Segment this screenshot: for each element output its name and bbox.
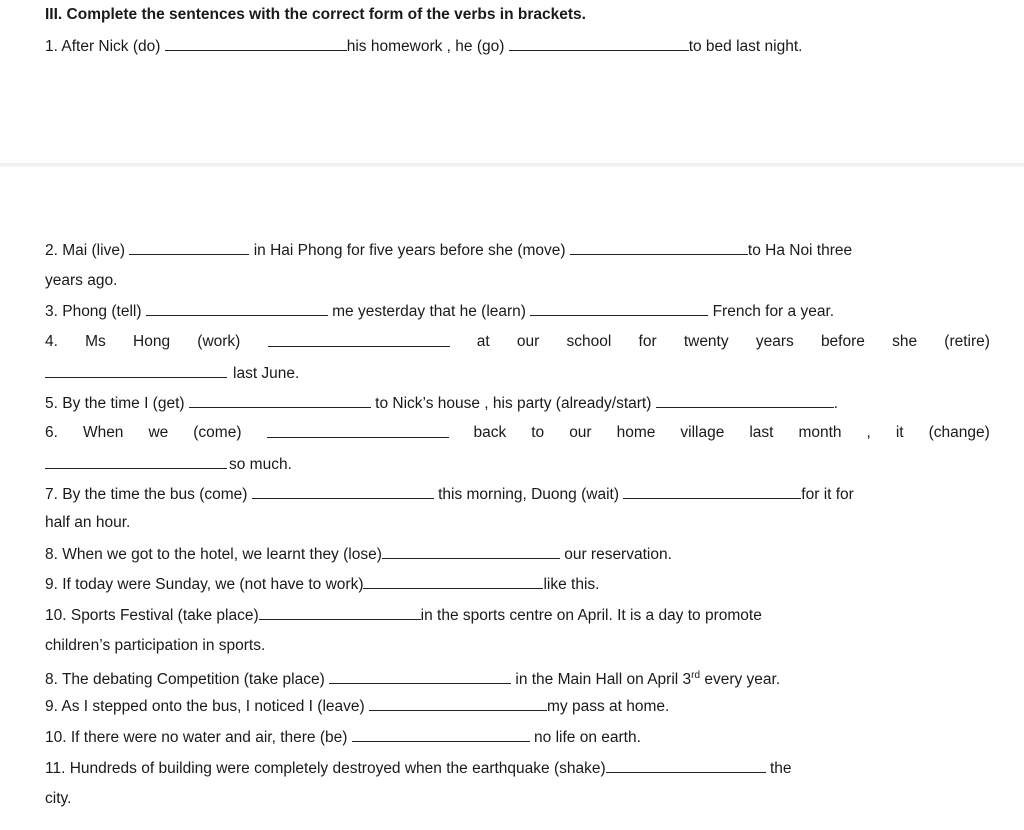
- q10b-text-b: no life on earth.: [529, 729, 641, 746]
- answer-blank[interactable]: [509, 36, 689, 51]
- answer-blank[interactable]: [369, 696, 547, 711]
- answer-blank[interactable]: [530, 301, 708, 316]
- answer-blank[interactable]: [45, 363, 227, 378]
- q4-word: she: [892, 333, 918, 350]
- q4-word: (work): [197, 333, 241, 350]
- q5-text-a: 5. By the time I (get): [45, 395, 189, 412]
- answer-blank[interactable]: [656, 393, 834, 408]
- answer-blank[interactable]: [606, 758, 766, 773]
- answer-blank[interactable]: [329, 669, 511, 684]
- q6-word: (come): [193, 424, 242, 441]
- q9b-text-b: my pass at home.: [546, 698, 670, 715]
- question-9b: [45, 696, 990, 717]
- q6-word: we: [148, 424, 169, 441]
- q2-text-c: to Ha Noi three: [747, 242, 853, 259]
- answer-blank[interactable]: [267, 423, 449, 438]
- question-5: [45, 393, 990, 414]
- q2-text-a: 2. Mai (live): [45, 242, 130, 259]
- q4-word: 4.: [45, 333, 58, 350]
- q4-end: last June.: [233, 365, 300, 382]
- q3-text-b: me yesterday that he (learn): [327, 303, 531, 320]
- q6-word: last: [749, 424, 774, 441]
- q5-text-c: .: [833, 395, 839, 412]
- q8b-text-a: 8. The debating Competition (take place): [45, 671, 330, 689]
- answer-blank[interactable]: [363, 574, 543, 589]
- q6-word: (change): [928, 424, 990, 441]
- q6-word: 6.: [45, 424, 58, 441]
- q4-word: (retire): [944, 333, 990, 350]
- q6-word: home: [616, 424, 656, 441]
- question-2: [45, 240, 990, 261]
- q11-text-b: the: [765, 760, 792, 777]
- q6-word: it: [895, 424, 904, 441]
- answer-blank[interactable]: [165, 36, 347, 51]
- question-8a: [45, 544, 990, 565]
- q8b-text-c: every year.: [700, 671, 781, 689]
- exercise-heading: III. Complete the sentences with the correct form of the verbs in brackets.: [45, 6, 586, 23]
- q4-word: our: [516, 333, 540, 350]
- question-10b: [45, 727, 990, 748]
- q10a-continuation: children’s participation in sports.: [45, 637, 266, 654]
- q6-word: ,: [866, 424, 871, 441]
- q6-continuation: [45, 454, 990, 475]
- q4-word: years: [755, 333, 794, 350]
- q11-text-a: 11. Hundreds of building were completely destroyed when the earthquake (shake): [45, 760, 606, 777]
- answer-blank[interactable]: [146, 301, 328, 316]
- q4-word: school: [566, 333, 612, 350]
- q6-end: so much.: [229, 456, 292, 473]
- q6-word: village: [680, 424, 725, 441]
- q9b-text-a: 9. As I stepped onto the bus, I noticed I (leave): [45, 698, 369, 715]
- question-7: [45, 484, 990, 505]
- q9a-text-a: 9. If today were Sunday, we (not have to work): [45, 576, 364, 593]
- answer-blank[interactable]: [259, 605, 421, 620]
- q7-continuation: half an hour.: [45, 514, 131, 531]
- q3-text-a: 3. Phong (tell): [45, 303, 146, 320]
- answer-blank[interactable]: [570, 240, 748, 255]
- q6-word: back: [473, 424, 507, 441]
- q4-word: twenty: [683, 333, 729, 350]
- q3-text-c: French for a year.: [708, 303, 835, 320]
- q7-text-c: for it for: [801, 486, 854, 503]
- answer-blank[interactable]: [382, 544, 560, 559]
- q7-text-a: 7. By the time the bus (come): [45, 486, 252, 503]
- q1-text-a: 1. After Nick (do): [45, 38, 165, 55]
- q6-word: to: [531, 424, 545, 441]
- answer-blank[interactable]: [129, 240, 249, 255]
- q4-word: Hong: [133, 333, 171, 350]
- question-3: [45, 301, 990, 322]
- question-10a: [45, 605, 990, 626]
- question-8b: [45, 666, 990, 690]
- q4-word: at: [476, 333, 490, 350]
- answer-blank[interactable]: [268, 332, 450, 347]
- q6-word: our: [569, 424, 592, 441]
- answer-blank[interactable]: [189, 393, 371, 408]
- q11-continuation: city.: [45, 790, 72, 807]
- question-4: [45, 332, 990, 352]
- answer-blank[interactable]: [623, 484, 801, 499]
- q1-text-b: his homework , he (go): [346, 38, 509, 55]
- question-11: [45, 758, 990, 779]
- q6-word: month: [798, 424, 842, 441]
- q10a-text-a: 10. Sports Festival (take place): [45, 607, 259, 624]
- q2-text-b: in Hai Phong for five years before she (move): [249, 242, 570, 259]
- page-divider: [0, 163, 1024, 167]
- q7-text-b: this morning, Duong (wait): [433, 486, 624, 503]
- q9a-text-b: like this.: [543, 576, 600, 593]
- q4-continuation: [45, 363, 990, 384]
- q8a-text-a: 8. When we got to the hotel, we learnt they (lose): [45, 546, 382, 563]
- q5-text-b: to Nick’s house , his party (already/start): [370, 395, 656, 412]
- question-1: [45, 36, 990, 57]
- q4-word: Ms: [85, 333, 106, 350]
- q2-continuation: years ago.: [45, 272, 118, 289]
- q4-word: for: [638, 333, 657, 350]
- q8b-text-b: in the Main Hall on April 3: [511, 671, 692, 689]
- q4-word: before: [820, 333, 865, 350]
- q6-word: When: [82, 424, 124, 441]
- q8a-text-b: our reservation.: [559, 546, 672, 563]
- answer-blank[interactable]: [352, 727, 530, 742]
- q1-text-c: to bed last night.: [688, 38, 803, 55]
- question-6: [45, 423, 990, 443]
- answer-blank[interactable]: [45, 454, 227, 469]
- q10a-text-b: in the sports centre on April. It is a day to promote: [420, 607, 762, 624]
- question-9a: [45, 574, 990, 595]
- q10b-text-a: 10. If there were no water and air, there (be): [45, 729, 352, 746]
- q8b-superscript: rd: [691, 670, 701, 681]
- answer-blank[interactable]: [252, 484, 434, 499]
